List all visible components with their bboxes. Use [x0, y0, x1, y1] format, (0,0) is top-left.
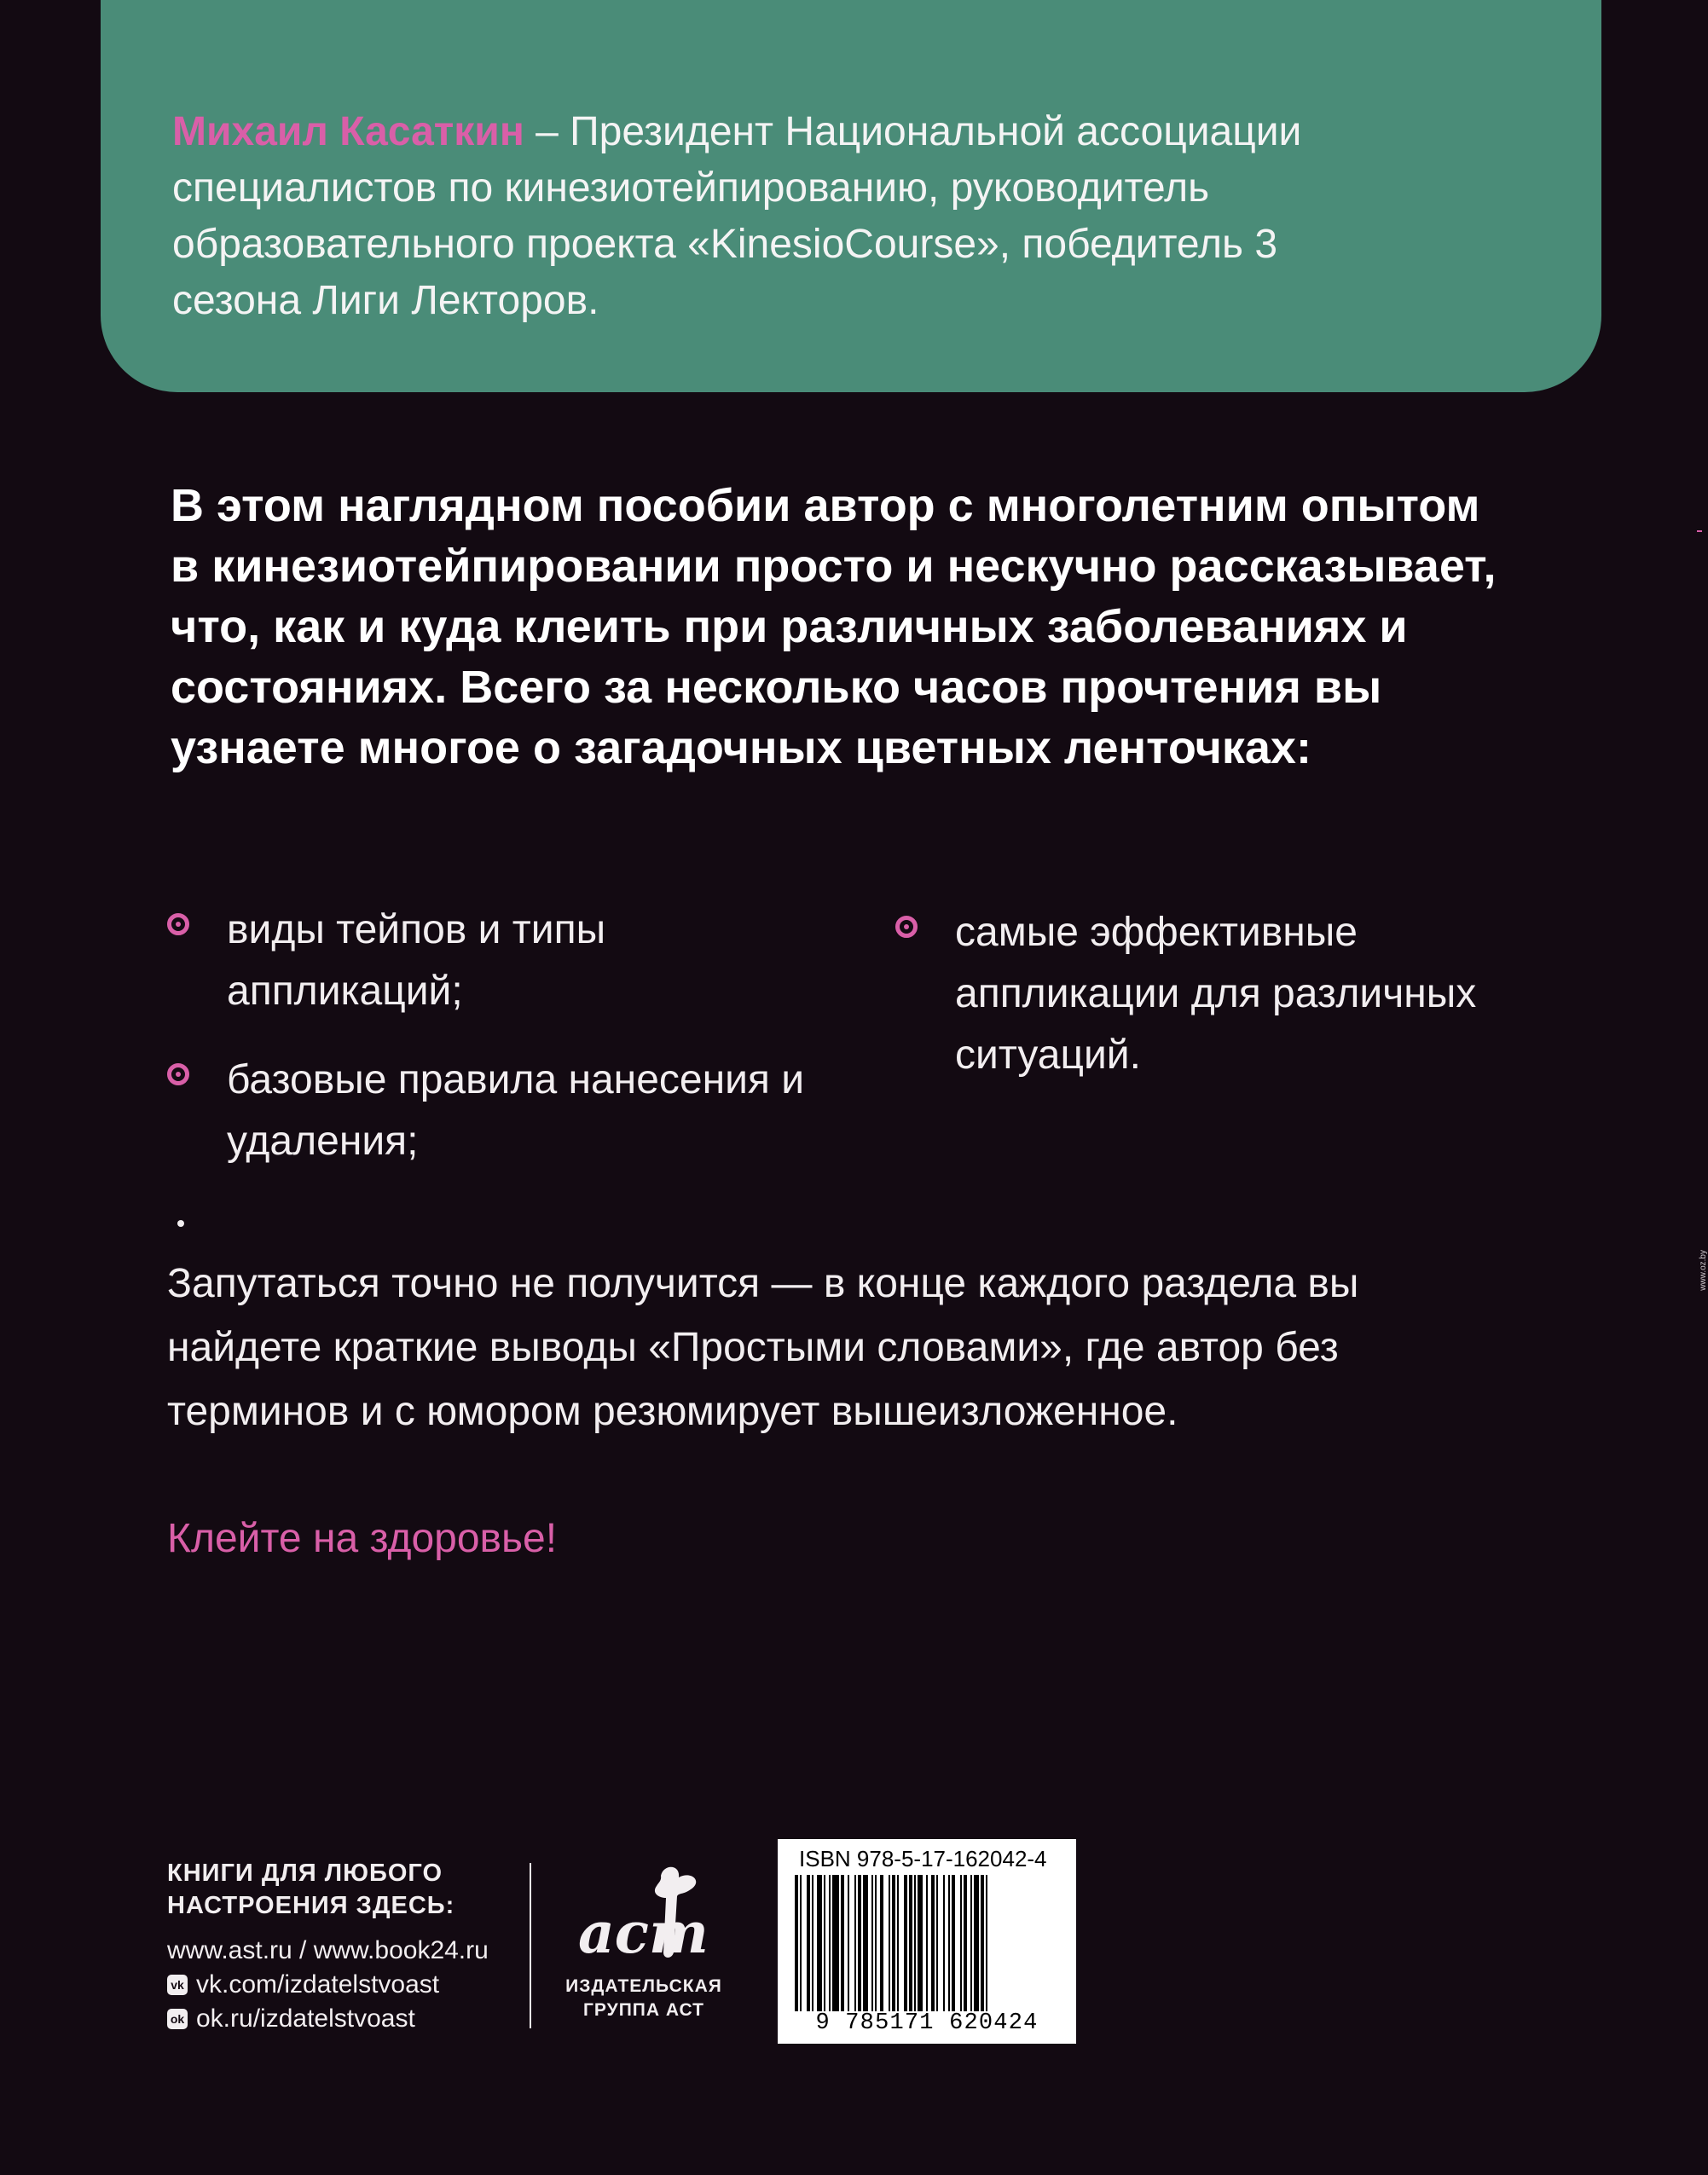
barcode-bars: [795, 1875, 1059, 2011]
barcode-bar: [926, 1875, 928, 2011]
barcode-bar: [952, 1875, 955, 2011]
barcode-bar: [832, 1875, 839, 2011]
author-bio: [172, 104, 1366, 329]
isbn-label: ISBN 978-5-17-162042-4: [799, 1846, 1047, 1871]
barcode-bar: [986, 1875, 987, 2011]
barcode-bar: [964, 1875, 967, 2011]
summary-paragraph: Запутаться точно не получится — в конце каждого раздела вы найдете краткие выводы «Простыми словами», где автор без терминов и с юмором резюмирует вышеизложенное.: [167, 1261, 1359, 1434]
bullet-item: [167, 1050, 815, 1172]
barcode-bar: [970, 1875, 972, 2011]
barcode-bar: [875, 1875, 877, 2011]
barcode-bar: [918, 1875, 923, 2011]
lead-paragraph: В этом наглядном пособии автор с многолетним опытом в кинезиотейпировании просто и нескучно рассказывает, что, как и куда клеить при различных заболеваниях и состояниях. Всего за несколько часов прочтения вы узнаете многое о загадочных цветных ленточках:: [171, 480, 1497, 773]
websites-link[interactable]: www.ast.ru / www.book24.ru: [167, 1936, 489, 1964]
barcode-bar: [841, 1875, 844, 2011]
bullet-list-left: [167, 900, 815, 1200]
logo-text: аст: [578, 1900, 709, 1966]
barcode-bar: [880, 1875, 883, 2011]
barcode-bar: [863, 1875, 868, 2011]
barcode-bar: [897, 1875, 899, 2011]
barcode-bar: [800, 1875, 802, 2011]
promo-heading-line: НАСТРОЕНИЯ ЗДЕСЬ:: [167, 1892, 455, 1919]
ast-logo-icon: [563, 1859, 725, 1970]
barcode-bar: [904, 1875, 907, 2011]
barcode-bar: [817, 1875, 822, 2011]
publisher-name-line: ИЗДАТЕЛЬСКАЯ: [565, 1976, 722, 1996]
stray-dot: [177, 1220, 184, 1227]
barcode: [778, 1839, 1076, 2044]
promo-block: [167, 1857, 525, 2036]
barcode-bar: [943, 1875, 945, 2011]
barcode-digits: 9 785171 620424: [815, 2010, 1039, 2036]
publisher-name-line: ГРУППА АСТ: [583, 2000, 704, 2020]
barcode-bar: [914, 1875, 916, 2011]
publisher-logo: [559, 1859, 729, 2022]
author-name: Михаил Касаткин: [172, 109, 524, 154]
barcode-bar: [960, 1875, 962, 2011]
barcode-bar: [948, 1875, 950, 2011]
barcode-bar: [931, 1875, 935, 2011]
barcode-bar: [892, 1875, 895, 2011]
promo-heading-line: КНИГИ ДЛЯ ЛЮБОГО: [167, 1860, 443, 1887]
barcode-bar: [974, 1875, 979, 2011]
barcode-bar: [871, 1875, 873, 2011]
barcode-bar: [807, 1875, 810, 2011]
watermark: www.oz.by: [1699, 1250, 1708, 1291]
bullet-text: базовые правила нанесения и удаления;: [227, 1057, 805, 1164]
bullet-text: самые эффективные аппликации для различных ситуаций.: [955, 910, 1477, 1078]
ok-link-text: ok.ru/izdatelstvoast: [196, 2004, 415, 2033]
barcode-bar: [848, 1875, 849, 2011]
barcode-bar: [829, 1875, 831, 2011]
vk-icon: vk: [167, 1975, 188, 1995]
barcode-bar: [936, 1875, 938, 2011]
barcode-bar: [889, 1875, 890, 2011]
barcode-bar: [981, 1875, 984, 2011]
bullet-circle-icon: [167, 1063, 189, 1085]
promo-heading: [167, 1857, 525, 1922]
ok-link[interactable]: [167, 2002, 525, 2036]
barcode-bar: [795, 1875, 798, 2011]
bullet-text: виды тейпов и типы аппликаций;: [227, 907, 606, 1014]
barcode-bar: [854, 1875, 856, 2011]
barcode-bar: [909, 1875, 912, 2011]
bullet-item: [167, 900, 815, 1022]
vk-link-text: vk.com/izdatelstvoast: [196, 1970, 440, 1999]
bullet-circle-icon: [895, 916, 918, 938]
edge-mark: [1697, 530, 1702, 532]
divider: [530, 1863, 531, 2028]
bullet-circle-icon: [167, 913, 189, 935]
closing-line: Клейте на здоровье!: [167, 1516, 558, 1561]
barcode-bar: [812, 1875, 813, 2011]
vk-link[interactable]: [167, 1968, 525, 2002]
ok-icon: ok: [167, 2009, 188, 2029]
barcode-bar: [858, 1875, 861, 2011]
bullet-item: [895, 902, 1492, 1086]
barcode-bar: [824, 1875, 825, 2011]
bullet-list-right: [895, 902, 1492, 1114]
publisher-name: [559, 1975, 729, 2022]
author-bio-text: – Президент Национальной ассоциации специалистов по кинезиотейпированию, руководитель образовательного проекта «KinesioCourse», победитель 3 сезона Лиги Лекторов.: [172, 109, 1302, 323]
